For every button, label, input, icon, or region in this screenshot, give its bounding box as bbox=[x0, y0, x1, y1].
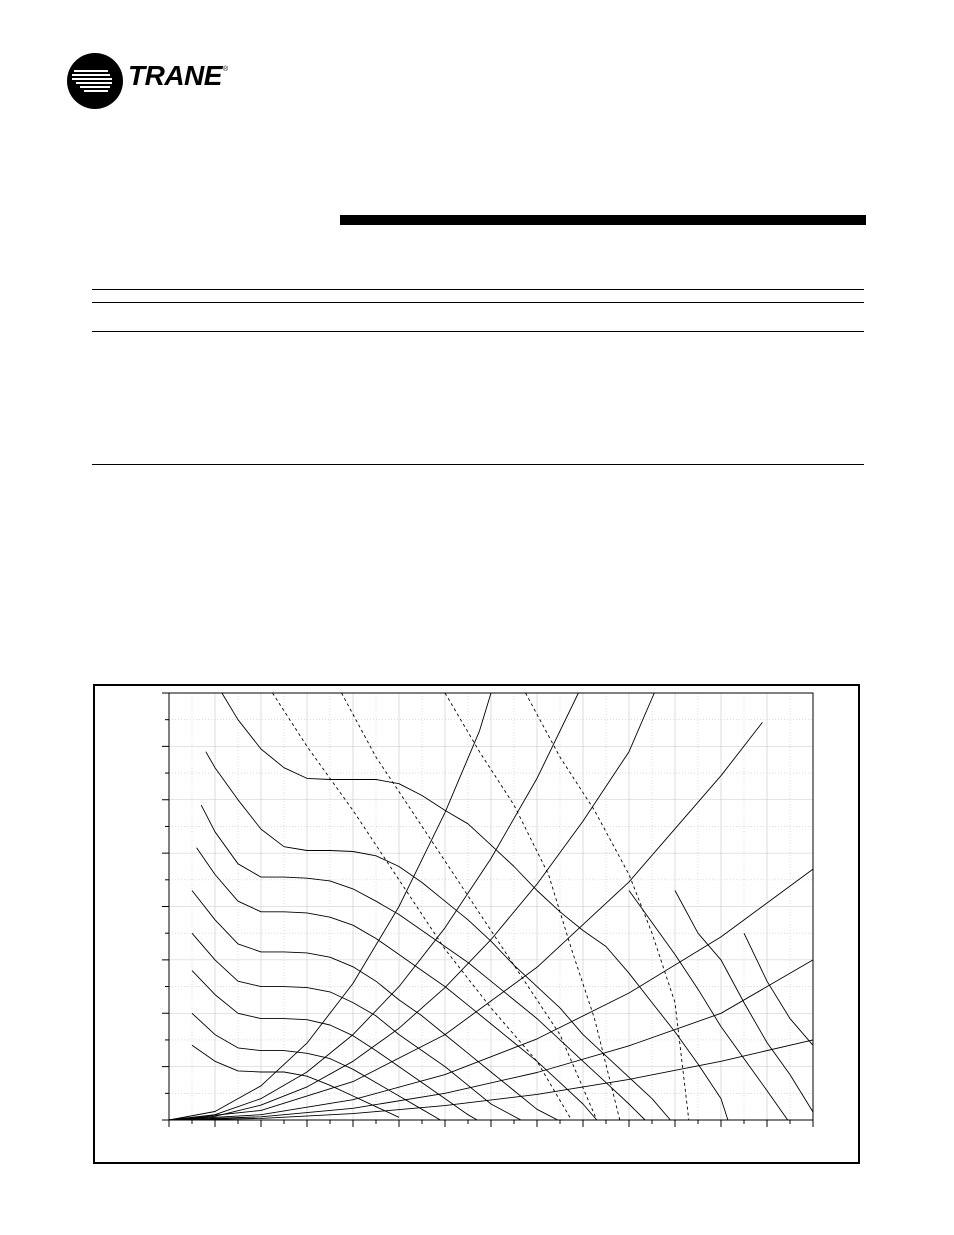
fan-curve-3 bbox=[192, 971, 477, 1120]
fan-curve-plot bbox=[95, 686, 858, 1162]
fan-curve-7 bbox=[201, 805, 645, 1120]
section-title-bar bbox=[340, 215, 866, 225]
brand-name: TRANE bbox=[128, 60, 222, 91]
fan-curve-8 bbox=[206, 752, 671, 1120]
header-rule-bottom bbox=[92, 331, 864, 332]
system-curve-4 bbox=[169, 722, 762, 1120]
header-rule-top bbox=[92, 289, 864, 290]
fan-curve-4 bbox=[192, 933, 521, 1120]
fan-curve-chart bbox=[93, 684, 860, 1164]
trane-globe-icon bbox=[66, 52, 124, 110]
header-rule-mid bbox=[92, 302, 864, 303]
fan-curve-11 bbox=[675, 891, 813, 1113]
fan-curve-10 bbox=[629, 891, 788, 1121]
table-rule-bottom bbox=[92, 464, 864, 465]
fan-curve-12 bbox=[744, 933, 813, 1045]
registered-mark: ® bbox=[223, 66, 229, 73]
trane-logo bbox=[66, 52, 236, 110]
